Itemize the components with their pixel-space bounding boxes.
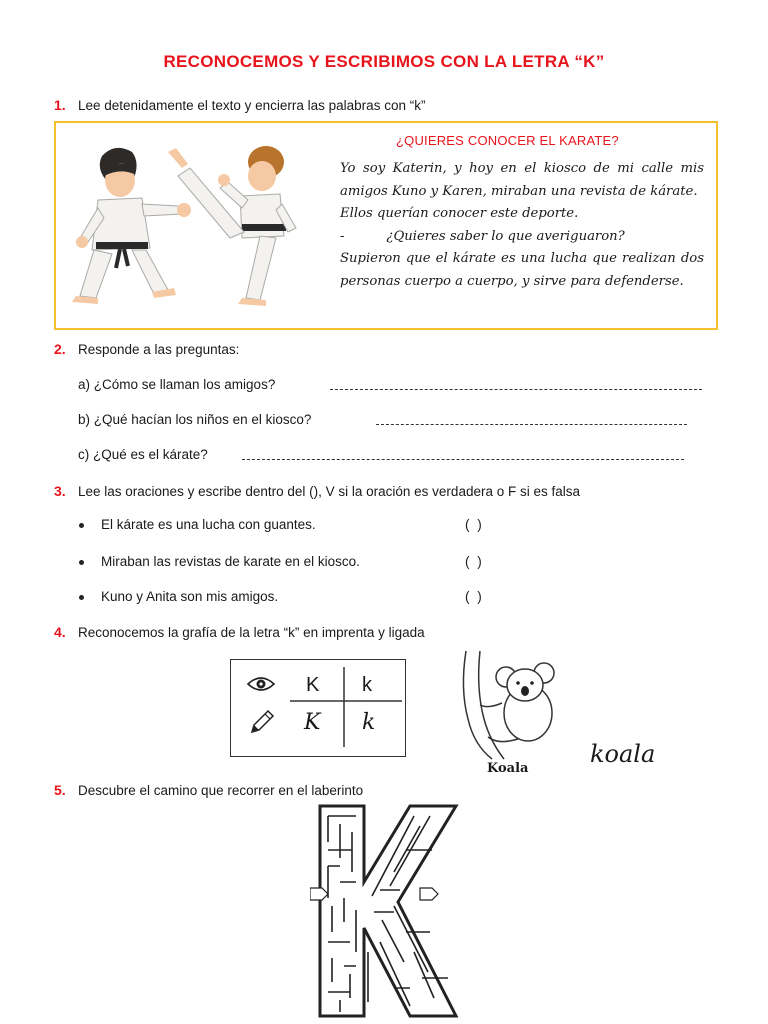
section-1-instruction: Lee detenidamente el texto y encierra las palabras con “k” [78, 98, 426, 113]
koala-caption: Koala [487, 761, 529, 776]
karate-kids-illustration [70, 138, 308, 308]
pencil-icon [248, 708, 276, 736]
story-line: Yo soy Katerin, y hoy en el kiosco de mi calle mis amigos Kuno y Karen, miraban una revista de kárate. [340, 161, 704, 199]
answer-paren-1[interactable]: ( ) [465, 517, 484, 532]
answer-paren-3[interactable]: ( ) [465, 589, 484, 604]
answer-paren-2[interactable]: ( ) [465, 554, 484, 569]
story-line: Supieron que el kárate es una lucha que realizan dos personas cuerpo a cuerpo, y sirve para defenderse. [340, 251, 704, 289]
statement-2: Miraban las revistas de karate en el kiosco. [101, 554, 360, 569]
page-title: RECONOCEMOS Y ESCRIBIMOS CON LA LETRA “K” [163, 52, 605, 71]
section-2-instruction: Responde a las preguntas: [78, 342, 240, 357]
section-3-number: 3. [54, 483, 66, 499]
story-line: Ellos querían conocer este deporte. [340, 206, 579, 221]
eye-icon [246, 675, 276, 693]
koala-illustration [458, 649, 564, 761]
print-lower-k: k [362, 674, 372, 696]
bullet [79, 523, 84, 528]
section-5-number: 5. [54, 782, 66, 798]
question-b: b) ¿Qué hacían los niños en el kiosco? [78, 412, 312, 427]
koala-cursive-word: koala [590, 740, 656, 768]
story-line: - ¿Quieres saber lo que averiguaron? [340, 228, 625, 244]
statement-3: Kuno y Anita son mis amigos. [101, 589, 279, 604]
answer-line-a[interactable] [330, 389, 702, 390]
k-maze[interactable] [310, 802, 460, 1020]
section-4-instruction: Reconocemos la grafía de la letra “k” en imprenta y ligada [78, 625, 425, 640]
section-3-instruction: Lee las oraciones y escribe dentro del (), V si la oración es verdadera o F si es falsa [78, 484, 580, 499]
question-a: a) ¿Cómo se llaman los amigos? [78, 377, 276, 392]
bullet [79, 560, 84, 565]
section-1-number: 1. [54, 97, 66, 113]
cursive-upper-k: K [304, 710, 321, 735]
statement-1: El kárate es una lucha con guantes. [101, 517, 316, 532]
section-2-number: 2. [54, 341, 66, 357]
question-c: c) ¿Qué es el kárate? [78, 447, 208, 462]
section-4-number: 4. [54, 624, 66, 640]
answer-line-b[interactable] [376, 424, 687, 425]
cursive-lower-k: k [362, 710, 376, 735]
print-upper-k: K [306, 674, 320, 696]
story-text [340, 158, 704, 293]
karate-boy-left [72, 148, 191, 304]
bullet [79, 595, 84, 600]
answer-line-c[interactable] [242, 459, 684, 460]
section-5-instruction: Descubre el camino que recorrer en el laberinto [78, 783, 364, 798]
karate-boy-right [168, 146, 296, 306]
story-title: ¿QUIERES CONOCER EL KARATE? [396, 133, 619, 148]
